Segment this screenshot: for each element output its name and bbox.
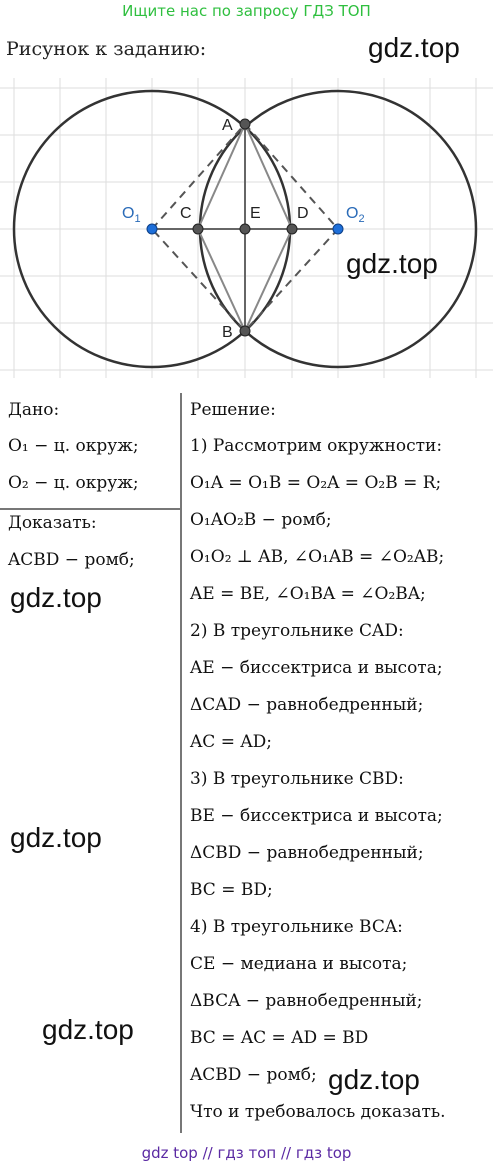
solution-line: 1) Рассмотрим окружности: bbox=[190, 436, 443, 456]
section-divider bbox=[0, 508, 180, 510]
label-c: C bbox=[180, 205, 192, 222]
point-a bbox=[240, 119, 250, 129]
solution-line: 3) В треугольнике CBD: bbox=[190, 769, 404, 789]
label-e: E bbox=[250, 205, 261, 222]
solution-line: ΔCBD − равнобедренный; bbox=[190, 843, 424, 863]
given-line: O₂ − ц. окруж; bbox=[8, 473, 139, 493]
point-o1 bbox=[147, 224, 157, 234]
point-e bbox=[240, 224, 250, 234]
point-c bbox=[193, 224, 203, 234]
solution-line: BE − биссектриса и высота; bbox=[190, 806, 443, 826]
prove-line: ACBD − ромб; bbox=[8, 550, 135, 570]
label-d: D bbox=[297, 205, 309, 222]
solution-line: O₁AO₂B − ромб; bbox=[190, 510, 332, 530]
solution-line: AC = AD; bbox=[190, 732, 272, 752]
point-b bbox=[240, 326, 250, 336]
label-b: B bbox=[222, 324, 233, 341]
solution-line: 4) В треугольнике BCA: bbox=[190, 917, 403, 937]
solution-line: 2) В треугольнике CAD: bbox=[190, 621, 404, 641]
label-o2: $O_2$ bbox=[346, 205, 365, 225]
solution-line: BC = AC = AD = BD bbox=[190, 1028, 369, 1048]
watermark: gdz.top bbox=[368, 32, 460, 63]
point-d bbox=[287, 224, 297, 234]
watermark: gdz.top bbox=[346, 248, 438, 279]
watermark: gdz.top bbox=[10, 822, 102, 853]
prove-title: Доказать: bbox=[8, 513, 97, 533]
solution-line: ACBD − ромб; bbox=[190, 1065, 317, 1085]
watermark: gdz.top bbox=[328, 1064, 420, 1095]
label-a: A bbox=[222, 117, 233, 134]
search-hint-link[interactable]: Ищите нас по запросу ГДЗ ТОП bbox=[122, 2, 371, 20]
solution-line: O₁O₂ ⊥ AB, ∠O₁AB = ∠O₂AB; bbox=[190, 547, 445, 567]
geometry-figure bbox=[0, 78, 493, 378]
footer-links[interactable]: gdz top // гдз топ // гдз top bbox=[141, 1144, 352, 1162]
solution-title: Решение: bbox=[190, 400, 276, 420]
watermark: gdz.top bbox=[42, 1014, 134, 1045]
solution-line: BC = BD; bbox=[190, 880, 273, 900]
solution-line: O₁A = O₁B = O₂A = O₂B = R; bbox=[190, 473, 442, 493]
given-line: O₁ − ц. окруж; bbox=[8, 436, 139, 456]
given-title: Дано: bbox=[8, 400, 60, 420]
label-o1: $O_1$ bbox=[122, 205, 141, 225]
point-o2 bbox=[333, 224, 343, 234]
solution-line: ΔCAD − равнобедренный; bbox=[190, 695, 424, 715]
watermark: gdz.top bbox=[10, 582, 102, 613]
solution-line: CE − медиана и высота; bbox=[190, 954, 408, 974]
solution-line: ΔBCA − равнобедренный; bbox=[190, 991, 423, 1011]
solution-line: Что и требовалось доказать. bbox=[190, 1102, 446, 1122]
column-divider bbox=[180, 393, 182, 1133]
solution-line: AE = BE, ∠O₁BA = ∠O₂BA; bbox=[190, 584, 426, 604]
figure-caption: Рисунок к заданию: bbox=[6, 38, 207, 60]
solution-line: AE − биссектриса и высота; bbox=[190, 658, 443, 678]
